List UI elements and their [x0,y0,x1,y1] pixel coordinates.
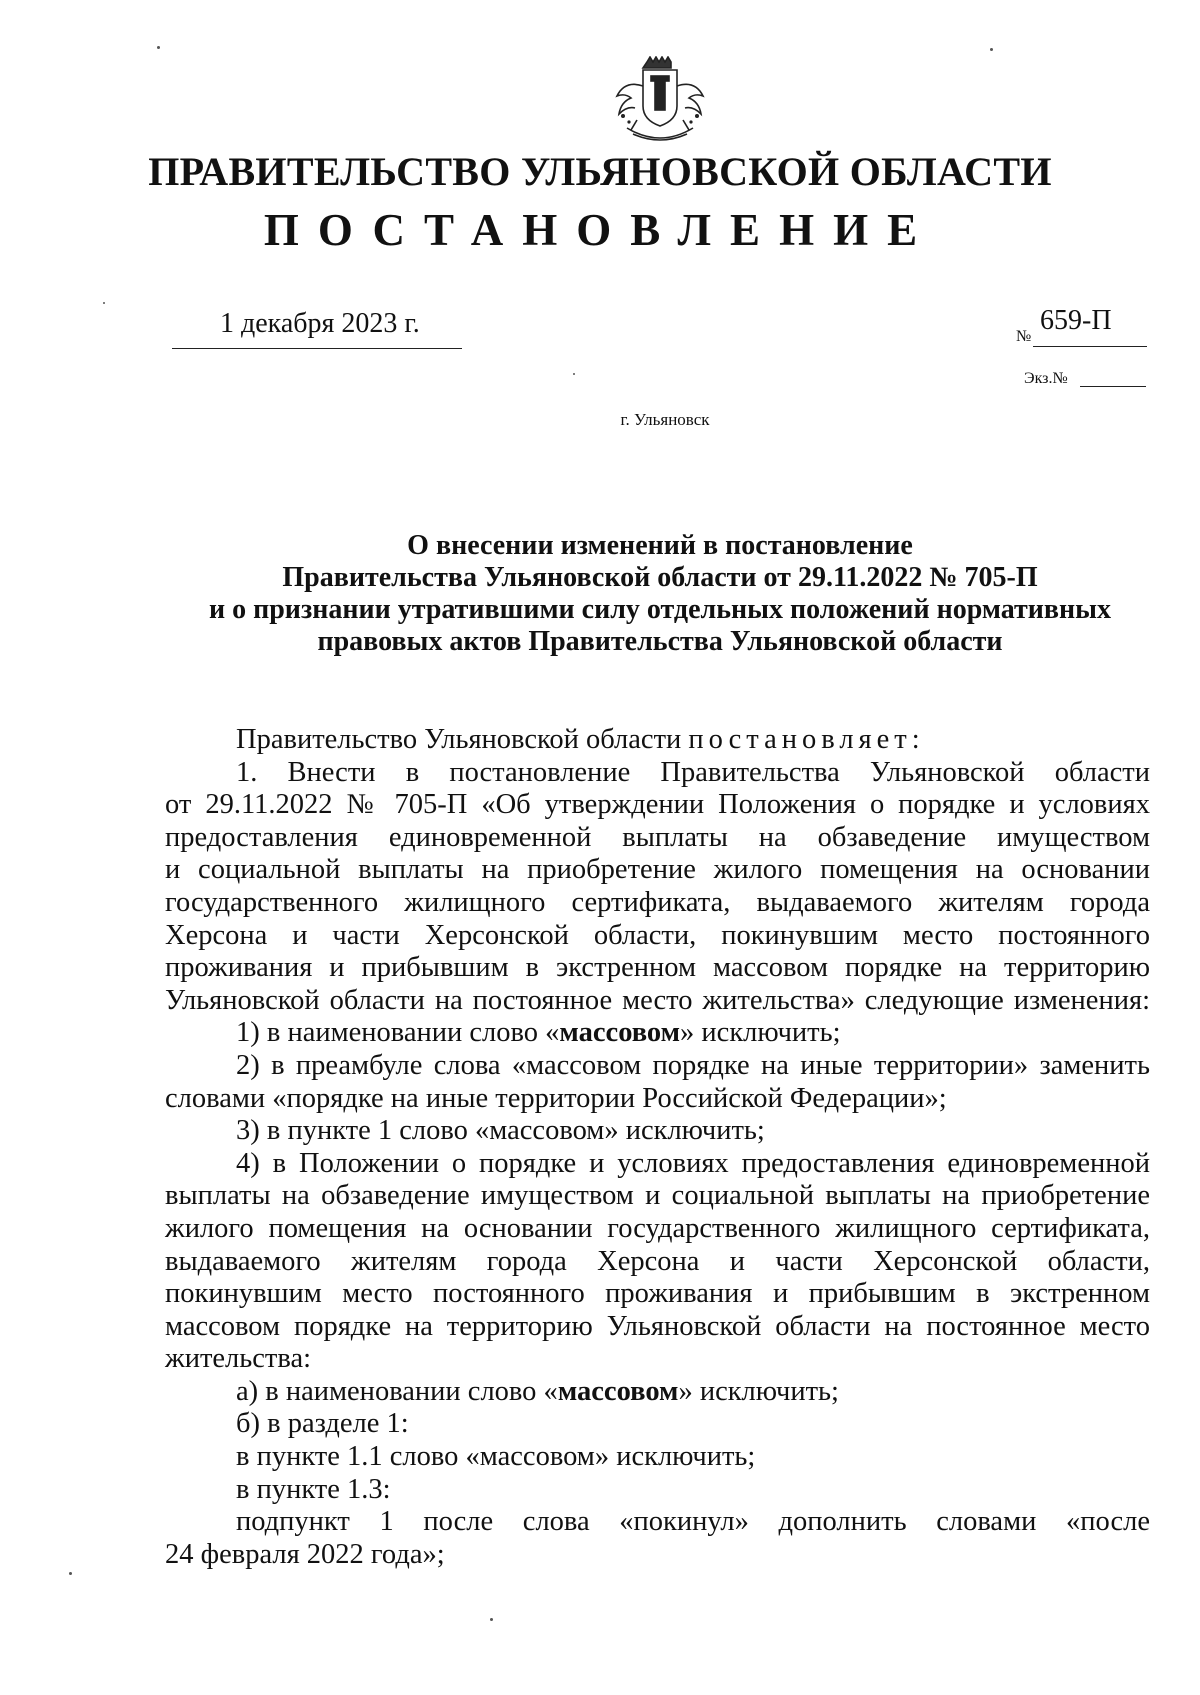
scan-speck [490,1618,493,1621]
paragraph-line: Ульяновской области на постоянное место жительства» следующие изменения: [165,984,1150,1016]
item-text: » исключить; [678,1375,839,1407]
subitem-b: б) в разделе 1: [236,1408,409,1440]
subject-line: и о признании утратившими силу отдельных положений нормативных [208,594,1112,625]
paragraph-line: государственного жилищного сертификата, выдаваемого жителям города [165,886,1150,918]
paragraph-line: проживания и прибывшим в экстренном массовом порядке на территорию [165,952,1150,984]
paragraph-line: выплаты на обзаведение имуществом и социальной выплаты на приобретение [165,1180,1150,1212]
clause-1-3: в пункте 1.3: [236,1473,391,1505]
document-type-heading: ПОСТАНОВЛЕНИЕ [263,205,937,255]
copy-number-label: Экз.№ [1024,370,1068,387]
preamble [165,724,1150,757]
government-title: ПРАВИТЕЛЬСТВО УЛЬЯНОВСКОЙ ОБЛАСТИ [148,149,1052,194]
copy-number-underline [1080,386,1146,387]
item-bold-word: массовом [557,1375,679,1407]
subject-line: Правительства Ульяновской области от 29.11.2022 № 705-П [282,562,1038,593]
paragraph-line: подпункт 1 после слова «покинул» дополнить словами «после [236,1506,1150,1538]
number-underline [1033,346,1147,347]
preamble-text: Правительство Ульяновской области [236,724,689,755]
item-1 [165,1017,1150,1050]
subject-line: О внесении изменений в постановление [407,530,913,561]
scan-speck [157,46,160,49]
document-number: 659-П [1040,305,1112,336]
number-sign: № [1016,328,1032,345]
paragraph-line: массовом порядке на территорию Ульяновской области на постоянное место [165,1310,1150,1342]
paragraph-line: жительства: [165,1343,312,1375]
scan-speck [103,302,105,304]
paragraph-line: 24 февраля 2022 года»; [165,1538,445,1570]
paragraph-line: 2) в преамбуле слова «массовом порядке на иные территории» заменить [236,1049,1150,1081]
paragraph-line: покинувшим место постоянного проживания и прибывшим в экстренном [165,1278,1150,1310]
paragraph-line: жилого помещения на основании государственного жилищного сертификата, [165,1212,1150,1244]
item-text: 1) в наименовании слово « [236,1017,560,1049]
scan-speck [990,48,993,51]
paragraph-line: 4) в Положении о порядке и условиях предоставления единовременной [236,1147,1150,1179]
document-subject [170,530,1150,658]
item-3: 3) в пункте 1 слово «массовом» исключить; [236,1115,765,1147]
paragraph-line: и социальной выплаты на приобретение жилого помещения на основании [165,854,1150,886]
subitem-a [165,1376,1150,1409]
preamble-spaced-verb: постановляет: [688,724,925,755]
subject-line: правовых актов Правительства Ульяновской области [317,626,1003,657]
item-bold-word: массовом [559,1017,681,1049]
scan-speck [573,373,575,375]
item-text: а) в наименовании слово « [236,1375,558,1407]
coat-of-arms-emblem [607,56,713,148]
paragraph-line: словами «порядке на иные территории Российской Федерации»; [165,1082,947,1114]
paragraph-line: выдаваемого жителям города Херсона и части Херсонской области, [165,1245,1150,1277]
paragraph-line: от 29.11.2022 № 705-П «Об утверждении Положения о порядке и условиях [165,789,1150,821]
date-underline [172,348,462,349]
city-name: г. Ульяновск [620,410,710,429]
paragraph-line: предоставления единовременной выплаты на обзаведение имуществом [165,821,1150,853]
scan-speck [69,1572,72,1575]
document-date: 1 декабря 2023 г. [220,308,420,339]
document-body [165,724,1150,1571]
paragraph-line: 1. Внести в постановление Правительства Ульяновской области [236,756,1150,788]
item-text: » исключить; [680,1017,841,1049]
paragraph-line: Херсона и части Херсонской области, покинувшим место постоянного [165,919,1150,951]
clause-1-1: в пункте 1.1 слово «массовом» исключить; [236,1441,756,1473]
